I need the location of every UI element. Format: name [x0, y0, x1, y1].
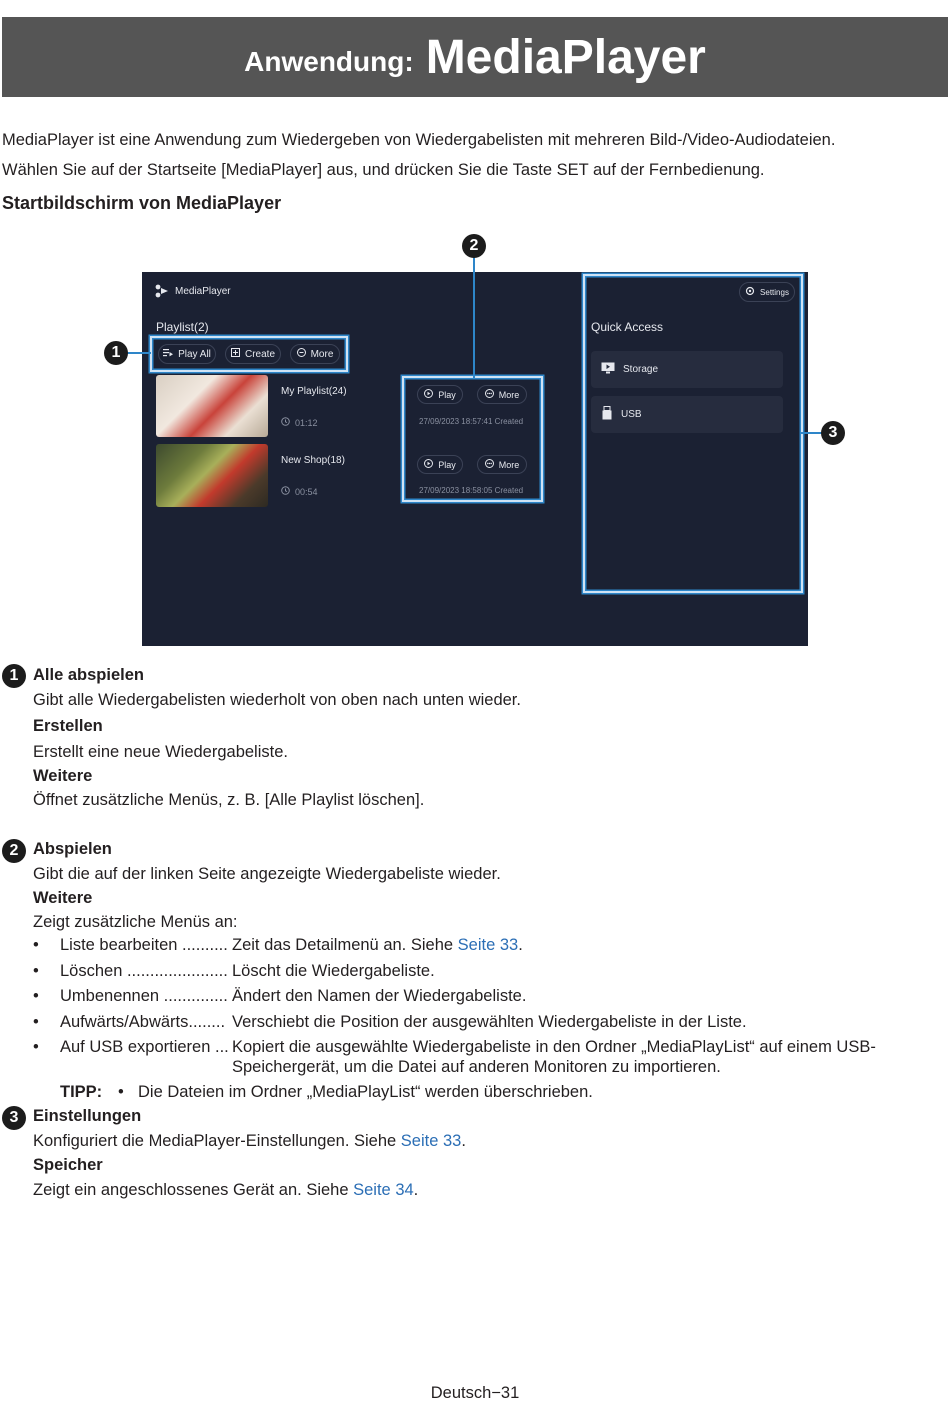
more-intro: Zeigt zusätzliche Menüs an: — [33, 913, 238, 931]
item-after: . — [518, 936, 523, 954]
section-1-title: Alle abspielen — [33, 666, 144, 684]
page-link[interactable]: Seite 33 — [400, 1132, 462, 1150]
tip-label: TIPP: — [60, 1083, 103, 1101]
more-icon — [485, 389, 494, 400]
storage-title: Speicher — [33, 1156, 103, 1174]
section-3-desc — [33, 1132, 466, 1151]
intro-line-2: Wählen Sie auf der Startseite [MediaPlayer] aus, und drücken Sie die Taste SET auf der Fernbedienung. — [2, 161, 765, 179]
clock-icon — [281, 417, 290, 428]
page-title: MediaPlayer — [425, 30, 706, 84]
item-desc: Ändert den Namen der Wiedergabeliste. — [232, 987, 527, 1005]
mediaplayer-logo-icon — [155, 284, 169, 298]
settings-label: Settings — [760, 287, 789, 297]
usb-item[interactable] — [591, 396, 783, 433]
more-title-1: Weitere — [33, 767, 93, 785]
playlist-thumbnail-2[interactable] — [156, 444, 268, 507]
playlist-name-1[interactable]: My Playlist(24) — [281, 386, 347, 397]
item-term: Löschen ...................... — [60, 962, 228, 980]
section-title: Startbildschirm von MediaPlayer — [2, 193, 282, 213]
item-desc: Verschiebt die Position der ausgewählten Wiedergabeliste in der Liste. — [232, 1013, 747, 1031]
create-label: Create — [244, 348, 275, 360]
play-button-2[interactable] — [417, 455, 463, 474]
page-link[interactable]: Seite 33 — [457, 936, 519, 954]
clock-icon — [281, 486, 290, 497]
play-label-1: Play — [438, 389, 456, 400]
more-label-2: More — [498, 459, 520, 470]
created-date-1: 27/09/2023 18:57:41 Created — [419, 417, 524, 426]
usb-icon — [601, 406, 613, 423]
more-label: More — [310, 348, 334, 360]
desc-after: . — [461, 1132, 466, 1150]
more-label-1: More — [498, 389, 520, 400]
playlist-heading: Playlist(2) — [156, 320, 209, 334]
section-2-badge: 2 — [2, 839, 26, 863]
callout-2-line — [473, 257, 475, 378]
tip-text: Die Dateien im Ordner „MediaPlayList“ werden überschrieben. — [138, 1083, 593, 1101]
more-desc-1: Öffnet zusätzliche Menüs, z. B. [Alle Playlist löschen]. — [33, 791, 425, 809]
usb-label: USB — [621, 409, 642, 420]
item-desc: Löscht die Wiedergabeliste. — [232, 962, 435, 980]
quick-access-title: Quick Access — [591, 320, 664, 334]
section-3-badge: 3 — [2, 1106, 26, 1130]
callout-3-line — [801, 432, 823, 434]
more-title-2: Weitere — [33, 889, 93, 907]
section-2-title: Abspielen — [33, 840, 112, 858]
page-title-bar — [2, 17, 948, 97]
storage-label: Storage — [623, 364, 659, 375]
duration-text-1: 01:12 — [295, 417, 318, 428]
duration-text-2: 00:54 — [295, 486, 318, 497]
playlist-name-2[interactable]: New Shop(18) — [281, 455, 345, 466]
mediaplayer-screenshot — [142, 272, 808, 646]
item-desc: Zeit das Detailmenü an. Siehe — [232, 936, 458, 954]
play-icon — [424, 389, 433, 400]
settings-desc-text: Konfiguriert die MediaPlayer-Einstellungen. Siehe — [33, 1132, 401, 1150]
storage-desc — [33, 1181, 418, 1200]
page-number: Deutsch−31 — [430, 1384, 520, 1402]
section-2-desc: Gibt die auf der linken Seite angezeigte Wiedergabeliste wieder. — [33, 865, 501, 883]
item-desc: Kopiert die ausgewählte Wiedergabeliste in den Ordner „MediaPlayList“ auf einem USB- — [232, 1038, 876, 1056]
playlist-duration-2 — [281, 486, 318, 497]
more-button-2[interactable] — [477, 455, 527, 474]
more-button-1[interactable] — [477, 385, 527, 404]
more-icon — [297, 348, 306, 360]
play-all-label: Play All — [178, 348, 211, 360]
add-icon — [231, 348, 240, 360]
item-term: Aufwärts/Abwärts........ — [60, 1013, 226, 1031]
play-button-1[interactable] — [417, 385, 463, 404]
storage-desc-text: Zeigt ein angeschlossenes Gerät an. Siehe — [33, 1181, 354, 1199]
playlist-thumbnail-1[interactable] — [156, 375, 268, 437]
item-desc-continued: Speichergerät, um die Datei auf anderen Monitoren zu importieren. — [232, 1058, 721, 1076]
monitor-icon — [601, 362, 615, 377]
intro-line-1: MediaPlayer ist eine Anwendung zum Wiedergeben von Wiedergabelisten mit mehreren Bild-/Video-Audiodateien. — [2, 131, 836, 149]
app-name: MediaPlayer — [175, 286, 231, 297]
more-icon — [485, 459, 494, 470]
play-label-2: Play — [438, 459, 456, 470]
play-icon — [424, 459, 433, 470]
item-term: Auf USB exportieren ... — [60, 1038, 229, 1056]
more-button[interactable] — [290, 344, 340, 364]
section-1-desc: Gibt alle Wiedergabelisten wiederholt von oben nach unten wieder. — [33, 691, 521, 709]
callout-1-line — [127, 352, 151, 354]
storage-after: . — [413, 1181, 419, 1199]
page-link[interactable]: Seite 34 — [353, 1181, 414, 1199]
playlist-play-icon — [163, 349, 173, 360]
section-1-badge: 1 — [2, 664, 26, 688]
item-term: Umbenennen .............. — [60, 987, 228, 1005]
create-button[interactable] — [225, 344, 281, 364]
storage-item[interactable] — [591, 351, 783, 388]
title-prefix: Anwendung: — [244, 46, 414, 77]
play-all-button[interactable] — [158, 344, 216, 364]
callout-badge-1: 1 — [104, 341, 128, 365]
tip-bullet: • — [118, 1083, 124, 1101]
created-date-2: 27/09/2023 18:58:05 Created — [419, 486, 524, 495]
create-desc: Erstellt eine neue Wiedergabeliste. — [33, 743, 288, 761]
callout-badge-2: 2 — [462, 234, 486, 258]
playlist-duration-1 — [281, 417, 318, 428]
callout-badge-3: 3 — [821, 421, 845, 445]
item-term: Liste bearbeiten .......... — [60, 936, 228, 954]
create-title: Erstellen — [33, 717, 103, 735]
section-3-title: Einstellungen — [33, 1107, 142, 1125]
